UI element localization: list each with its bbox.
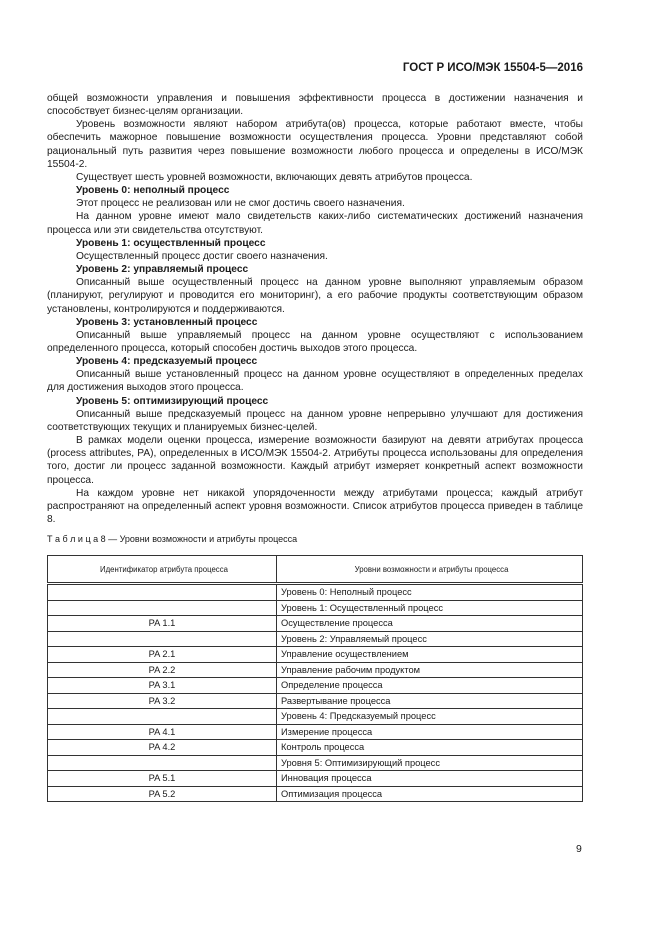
section-heading: Уровень 0: неполный процесс <box>76 185 230 197</box>
attribute-name-cell: Управление рабочим продуктом <box>277 662 583 678</box>
paragraph: Описанный выше осуществленный процесс на данном уровне выполняют управляемым образом (планируют, регулируют и проводится его мониторинг), а его рабочие продукты соответствующим образом установлены, контролируются и поддерживаются. <box>47 277 583 315</box>
table-row <box>48 631 583 647</box>
header-levels: Уровни возможности и атрибуты процесса <box>277 556 583 584</box>
section-heading: Уровень 2: управляемый процесс <box>76 264 249 276</box>
attribute-name-cell: Оптимизация процесса <box>277 786 583 802</box>
attribute-id-cell: PA 5.2 <box>48 786 277 802</box>
attribute-id-cell: PA 1.1 <box>48 616 277 632</box>
attribute-name-cell: Осуществление процесса <box>277 616 583 632</box>
attribute-id-cell: PA 4.1 <box>48 724 277 740</box>
paragraph: На данном уровне имеют мало свидетельств каких-либо систематических достижений назначения процесса или эти свидетельства отсутствуют. <box>47 211 583 236</box>
attribute-name-cell: Уровень 0: Неполный процесс <box>277 584 583 601</box>
section-heading: Уровень 5: оптимизирующий процесс <box>76 395 269 407</box>
paragraph: На каждом уровне нет никакой упорядоченности между атрибутами процесса; каждый атрибут распространяют на определенный аспект уровня возможности. Список атрибутов процесса приведен в таблице 8. <box>47 487 583 525</box>
attribute-name-cell: Уровень 2: Управляемый процесс <box>277 631 583 647</box>
table-row <box>48 786 583 802</box>
document-header: ГОСТ Р ИСО/МЭК 15504-5—2016 <box>402 62 583 74</box>
paragraph: Осуществленный процесс достиг своего назначения. <box>76 250 328 262</box>
table-row <box>48 693 583 709</box>
attribute-id-cell: PA 5.1 <box>48 771 277 787</box>
attribute-name-cell: Контроль процесса <box>277 740 583 756</box>
attribute-name-cell: Уровень 4: Предсказуемый процесс <box>277 709 583 725</box>
paragraph: Существует шесть уровней возможности, включающих девять атрибутов процесса. <box>76 171 473 183</box>
page-number: 9 <box>576 843 582 855</box>
attribute-id-cell: PA 2.2 <box>48 662 277 678</box>
attribute-id-cell <box>48 631 277 647</box>
attribute-name-cell: Инновация процесса <box>277 771 583 787</box>
attribute-id-cell <box>48 755 277 771</box>
table-row <box>48 724 583 740</box>
paragraph: Описанный выше предсказуемый процесс на данном уровне непрерывно улучшают для достижения соответствующих текущих и планируемых бизнес-целей. <box>47 408 583 433</box>
section-heading: Уровень 4: предсказуемый процесс <box>76 356 258 368</box>
attribute-id-cell <box>48 584 277 601</box>
attribute-id-cell: PA 3.2 <box>48 693 277 709</box>
body-text <box>47 92 583 526</box>
table-row <box>48 740 583 756</box>
attribute-name-cell: Определение процесса <box>277 678 583 694</box>
table-header-row <box>48 556 583 584</box>
paragraph: Уровень возможности являют набором атрибута(ов) процесса, которые работают вместе, чтобы обеспечить мажорное повышение возможности осуществления процесса. Уровни представляют собой рациональный путь развития через повышение возможности любого процесса и определены в ИСО/МЭК 15504-2. <box>47 119 583 170</box>
paragraph: Описанный выше установленный процесс на данном уровне осуществляют в определенных пределах для достижения выходов этого процесса. <box>47 369 583 394</box>
table-row <box>48 616 583 632</box>
table-row <box>48 662 583 678</box>
paragraph: Этот процесс не реализован или не смог достичь своего назначения. <box>76 198 405 210</box>
attribute-name-cell: Управление осуществлением <box>277 647 583 663</box>
paragraph: В рамках модели оценки процесса, измерение возможности базируют на девяти атрибутах процесса (process attributes, PA), определенных в ИСО/МЭК 15504-2. Атрибуты процесса использованы для определения того, достиг ли процесс заданной возможности. Каждый атрибут измеряет конкретный аспект возможности процесса. <box>47 435 583 486</box>
paragraph: общей возможности управления и повышения эффективности процесса в достижении назначения и способствует бизнес-целям организации. <box>47 93 583 118</box>
section-heading: Уровень 3: установленный процесс <box>76 316 258 328</box>
attribute-id-cell: PA 2.1 <box>48 647 277 663</box>
attribute-id-cell <box>48 600 277 616</box>
table-row <box>48 600 583 616</box>
attribute-name-cell: Уровня 5: Оптимизирующий процесс <box>277 755 583 771</box>
attribute-name-cell: Уровень 1: Осуществленный процесс <box>277 600 583 616</box>
table-row <box>48 771 583 787</box>
attribute-name-cell: Измерение процесса <box>277 724 583 740</box>
attribute-name-cell: Развертывание процесса <box>277 693 583 709</box>
section-heading: Уровень 1: осуществленный процесс <box>76 237 266 249</box>
table-row <box>48 678 583 694</box>
attribute-id-cell: PA 4.2 <box>48 740 277 756</box>
attributes-table <box>47 555 583 802</box>
attribute-id-cell: PA 3.1 <box>48 678 277 694</box>
paragraph: Описанный выше управляемый процесс на данном уровне осуществляют с использованием определенного процесса, который способен достичь выходов этого процесса. <box>47 329 583 354</box>
table-row <box>48 584 583 601</box>
attribute-id-cell <box>48 709 277 725</box>
header-attribute-id: Идентификатор атрибута процесса <box>48 556 277 584</box>
table-row <box>48 709 583 725</box>
table-row <box>48 647 583 663</box>
table-caption: Т а б л и ц а 8 — Уровни возможности и атрибуты процесса <box>47 534 298 544</box>
table-row <box>48 755 583 771</box>
